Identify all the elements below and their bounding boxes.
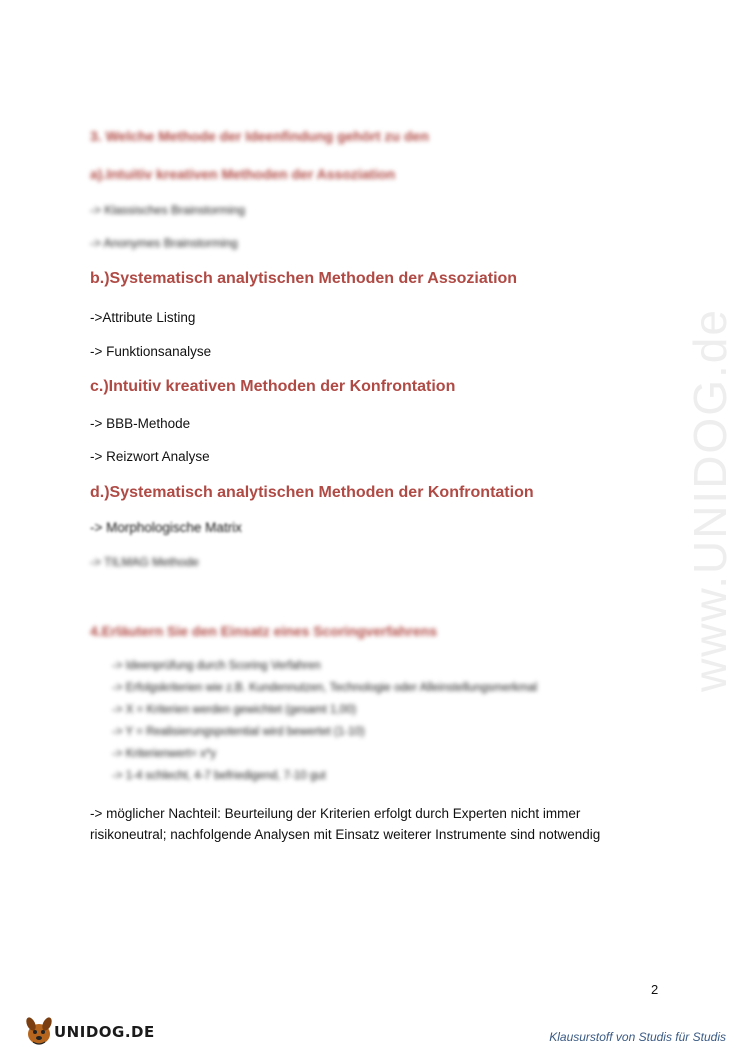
question-3-title: 3. Welche Methode der Ideenfindung gehört zu den (90, 128, 429, 144)
footer-tagline: Klausurstoff von Studis für Studis (549, 1030, 726, 1044)
page-number: 2 (651, 982, 659, 997)
logo-text: UNIDOG.DE (54, 1023, 155, 1041)
scoring-bullet: -> Erfolgskriterien wie z.B. Kundennutzen, Technologie oder Alleinstellungsmerkmal (112, 682, 538, 694)
section-c-title: c.)Intuitiv kreativen Methoden der Konfrontation (90, 378, 456, 395)
scoring-bullet: -> 1-4 schlecht, 4-7 befriedigend, 7-10 gut (112, 770, 326, 782)
scoring-bullet: -> Ideenprüfung durch Scoring Verfahren (112, 660, 321, 672)
section-b-item: -> Funktionsanalyse (90, 344, 212, 359)
section-b-title: b.)Systematisch analytischen Methoden der Assoziation (90, 270, 518, 287)
conclusion-paragraph: -> möglicher Nachteil: Beurteilung der Kriterien erfolgt durch Experten nicht immer risikoneutral; nachfolgende Analysen mit Einsatz weiterer Instrumente sind notwendig (90, 806, 601, 842)
section-d-title: d.)Systematisch analytischen Methoden der Konfrontation (90, 484, 534, 501)
section-a-item: -> Anonymes Brainstorming (90, 236, 238, 250)
section-b-item: ->Attribute Listing (90, 310, 196, 325)
section-d-item: -> TILMAG Methode (90, 555, 199, 569)
question-4-title: 4.Erläutern Sie den Einsatz eines Scoringverfahrens (90, 623, 438, 639)
unidog-logo (22, 1014, 155, 1048)
watermark: www.UNIDOG.de (684, 308, 736, 692)
scoring-bullet: -> Y = Realisierungspotential wird bewertet (1-10) (112, 726, 365, 738)
section-c-item: -> Reizwort Analyse (90, 449, 210, 464)
scoring-bullet: -> X = Kriterien werden gewichtet (gesamt 1,00) (112, 704, 357, 716)
section-c-item: -> BBB-Methode (90, 416, 191, 431)
section-d-item: -> Morphologische Matrix (90, 520, 242, 535)
section-a-item: -> Klassisches Brainstorming (90, 203, 246, 217)
section-a-title: a).Intuitiv kreativen Methoden der Assoziation (90, 166, 396, 182)
scoring-bullet: -> Kriterienwert= x*y (112, 748, 217, 760)
dog-icon (22, 1014, 56, 1048)
